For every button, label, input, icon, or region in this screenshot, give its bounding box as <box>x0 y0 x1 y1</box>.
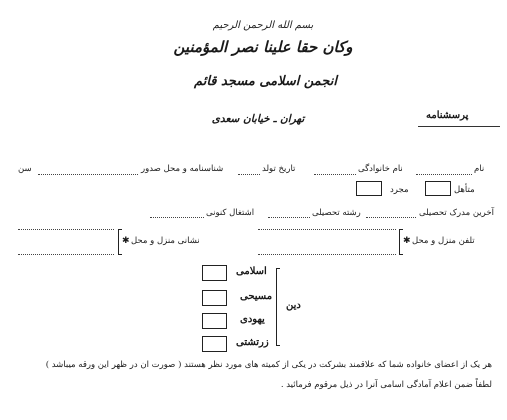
id-place-label: شناسنامه و محل صدور <box>141 164 224 174</box>
field-of-study-field[interactable] <box>268 217 310 218</box>
address-field-line-2[interactable] <box>18 254 114 255</box>
phone-label: تلفن منزل و محل <box>412 236 475 246</box>
id-place-field[interactable] <box>38 174 138 175</box>
married-checkbox[interactable] <box>425 181 451 196</box>
quran-verse: وکان حقا علینا نصر المؤمنین <box>173 38 353 56</box>
title-underline <box>418 126 500 127</box>
family-name-field[interactable] <box>314 174 356 175</box>
notice-line-2: لطفاً ضمن اعلام آمادگی اسامی آنرا در ذیل مرقوم فرمائید . <box>280 380 492 390</box>
birth-date-field[interactable] <box>238 174 260 175</box>
notice-line-1: هر یک از اعضای خانواده شما که علاقمند بشرکت در یکی از کمیته های مورد نظر هستند ( صورت آن در ظهر این ورقه میباشد ) <box>45 360 492 370</box>
last-degree-field[interactable] <box>366 217 416 218</box>
basmala: بسم الله الرحمن الرحیم <box>212 20 314 31</box>
field-of-study-label: رشته تحصیلی <box>312 208 361 218</box>
current-job-field[interactable] <box>150 217 204 218</box>
family-name-label: نام خانوادگی <box>358 164 403 174</box>
single-label: مجرد <box>390 185 409 195</box>
current-job-label: اشتغال کنونی <box>206 208 255 218</box>
religion-bracket <box>276 268 280 346</box>
organization-name: انجمن اسلامی مسجد قائم <box>194 74 337 89</box>
religion-checkbox-islam[interactable] <box>202 265 227 281</box>
married-label: متأهل <box>454 185 475 195</box>
address-label: نشانی منزل و محل <box>131 236 200 246</box>
age-label: سن <box>18 164 32 174</box>
birth-date-label: تاریخ تولد <box>262 164 296 174</box>
religion-checkbox-jewish[interactable] <box>202 313 227 329</box>
address-star-icon: ✱ <box>122 236 130 246</box>
religion-checkbox-christian[interactable] <box>202 290 227 306</box>
phone-field-line-1[interactable] <box>258 229 396 230</box>
name-field[interactable] <box>416 174 472 175</box>
address-bracket <box>118 229 122 255</box>
religion-checkbox-zoroastrian[interactable] <box>202 336 227 352</box>
last-degree-label: آخرین مدرک تحصیلی <box>419 208 494 218</box>
religion-option-zoroastrian: زرتشتی <box>236 337 269 348</box>
single-checkbox[interactable] <box>356 181 382 196</box>
name-label: نام <box>474 164 485 174</box>
religion-label: دین <box>286 300 301 311</box>
religion-option-christian: مسیحی <box>240 291 273 302</box>
address-field-line-1[interactable] <box>18 229 114 230</box>
phone-star-icon: ✱ <box>403 236 411 246</box>
form-title: پرسشنامه <box>426 110 469 121</box>
phone-field-line-2[interactable] <box>258 254 396 255</box>
religion-option-islam: اسلامی <box>236 266 267 277</box>
phone-bracket <box>399 229 403 255</box>
religion-option-jewish: یهودی <box>240 314 265 325</box>
organization-address: تهران ـ خیابان سعدی <box>211 113 305 125</box>
